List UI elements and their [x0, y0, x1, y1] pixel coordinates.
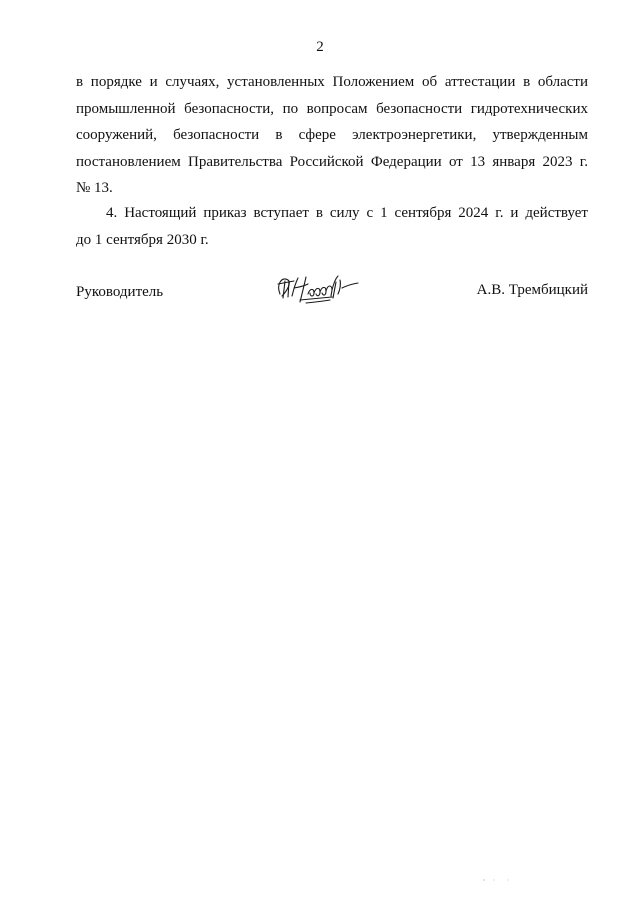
text-line: в порядке и случаях, установленных Положением об аттестации в области: [76, 74, 588, 90]
text-line: до 1 сентября 2030 г.: [76, 231, 209, 248]
text-line: сооружений, безопасности в сфере электроэнергетики, утвержденным: [76, 127, 588, 143]
signatory-title: Руководитель: [76, 284, 164, 300]
scan-specks: [480, 878, 520, 882]
paragraph-conditions: [76, 69, 588, 202]
text-line: промышленной безопасности, по вопросам безопасности гидротехнических: [76, 100, 588, 117]
text-line: 4. Настоящий приказ вступает в силу с 1 сентября 2024 г. и действует: [106, 205, 588, 221]
text-line: постановлением Правительства Российской Федерации от 13 января 2023 г.: [76, 153, 588, 170]
text-line: № 13.: [76, 180, 113, 196]
page-number: 2: [316, 39, 324, 55]
signatory-name: А.В. Трембицкий: [476, 282, 588, 298]
handwritten-signature: [270, 272, 366, 308]
paragraph-effective-date: [76, 200, 588, 253]
signature-block: [76, 272, 588, 312]
